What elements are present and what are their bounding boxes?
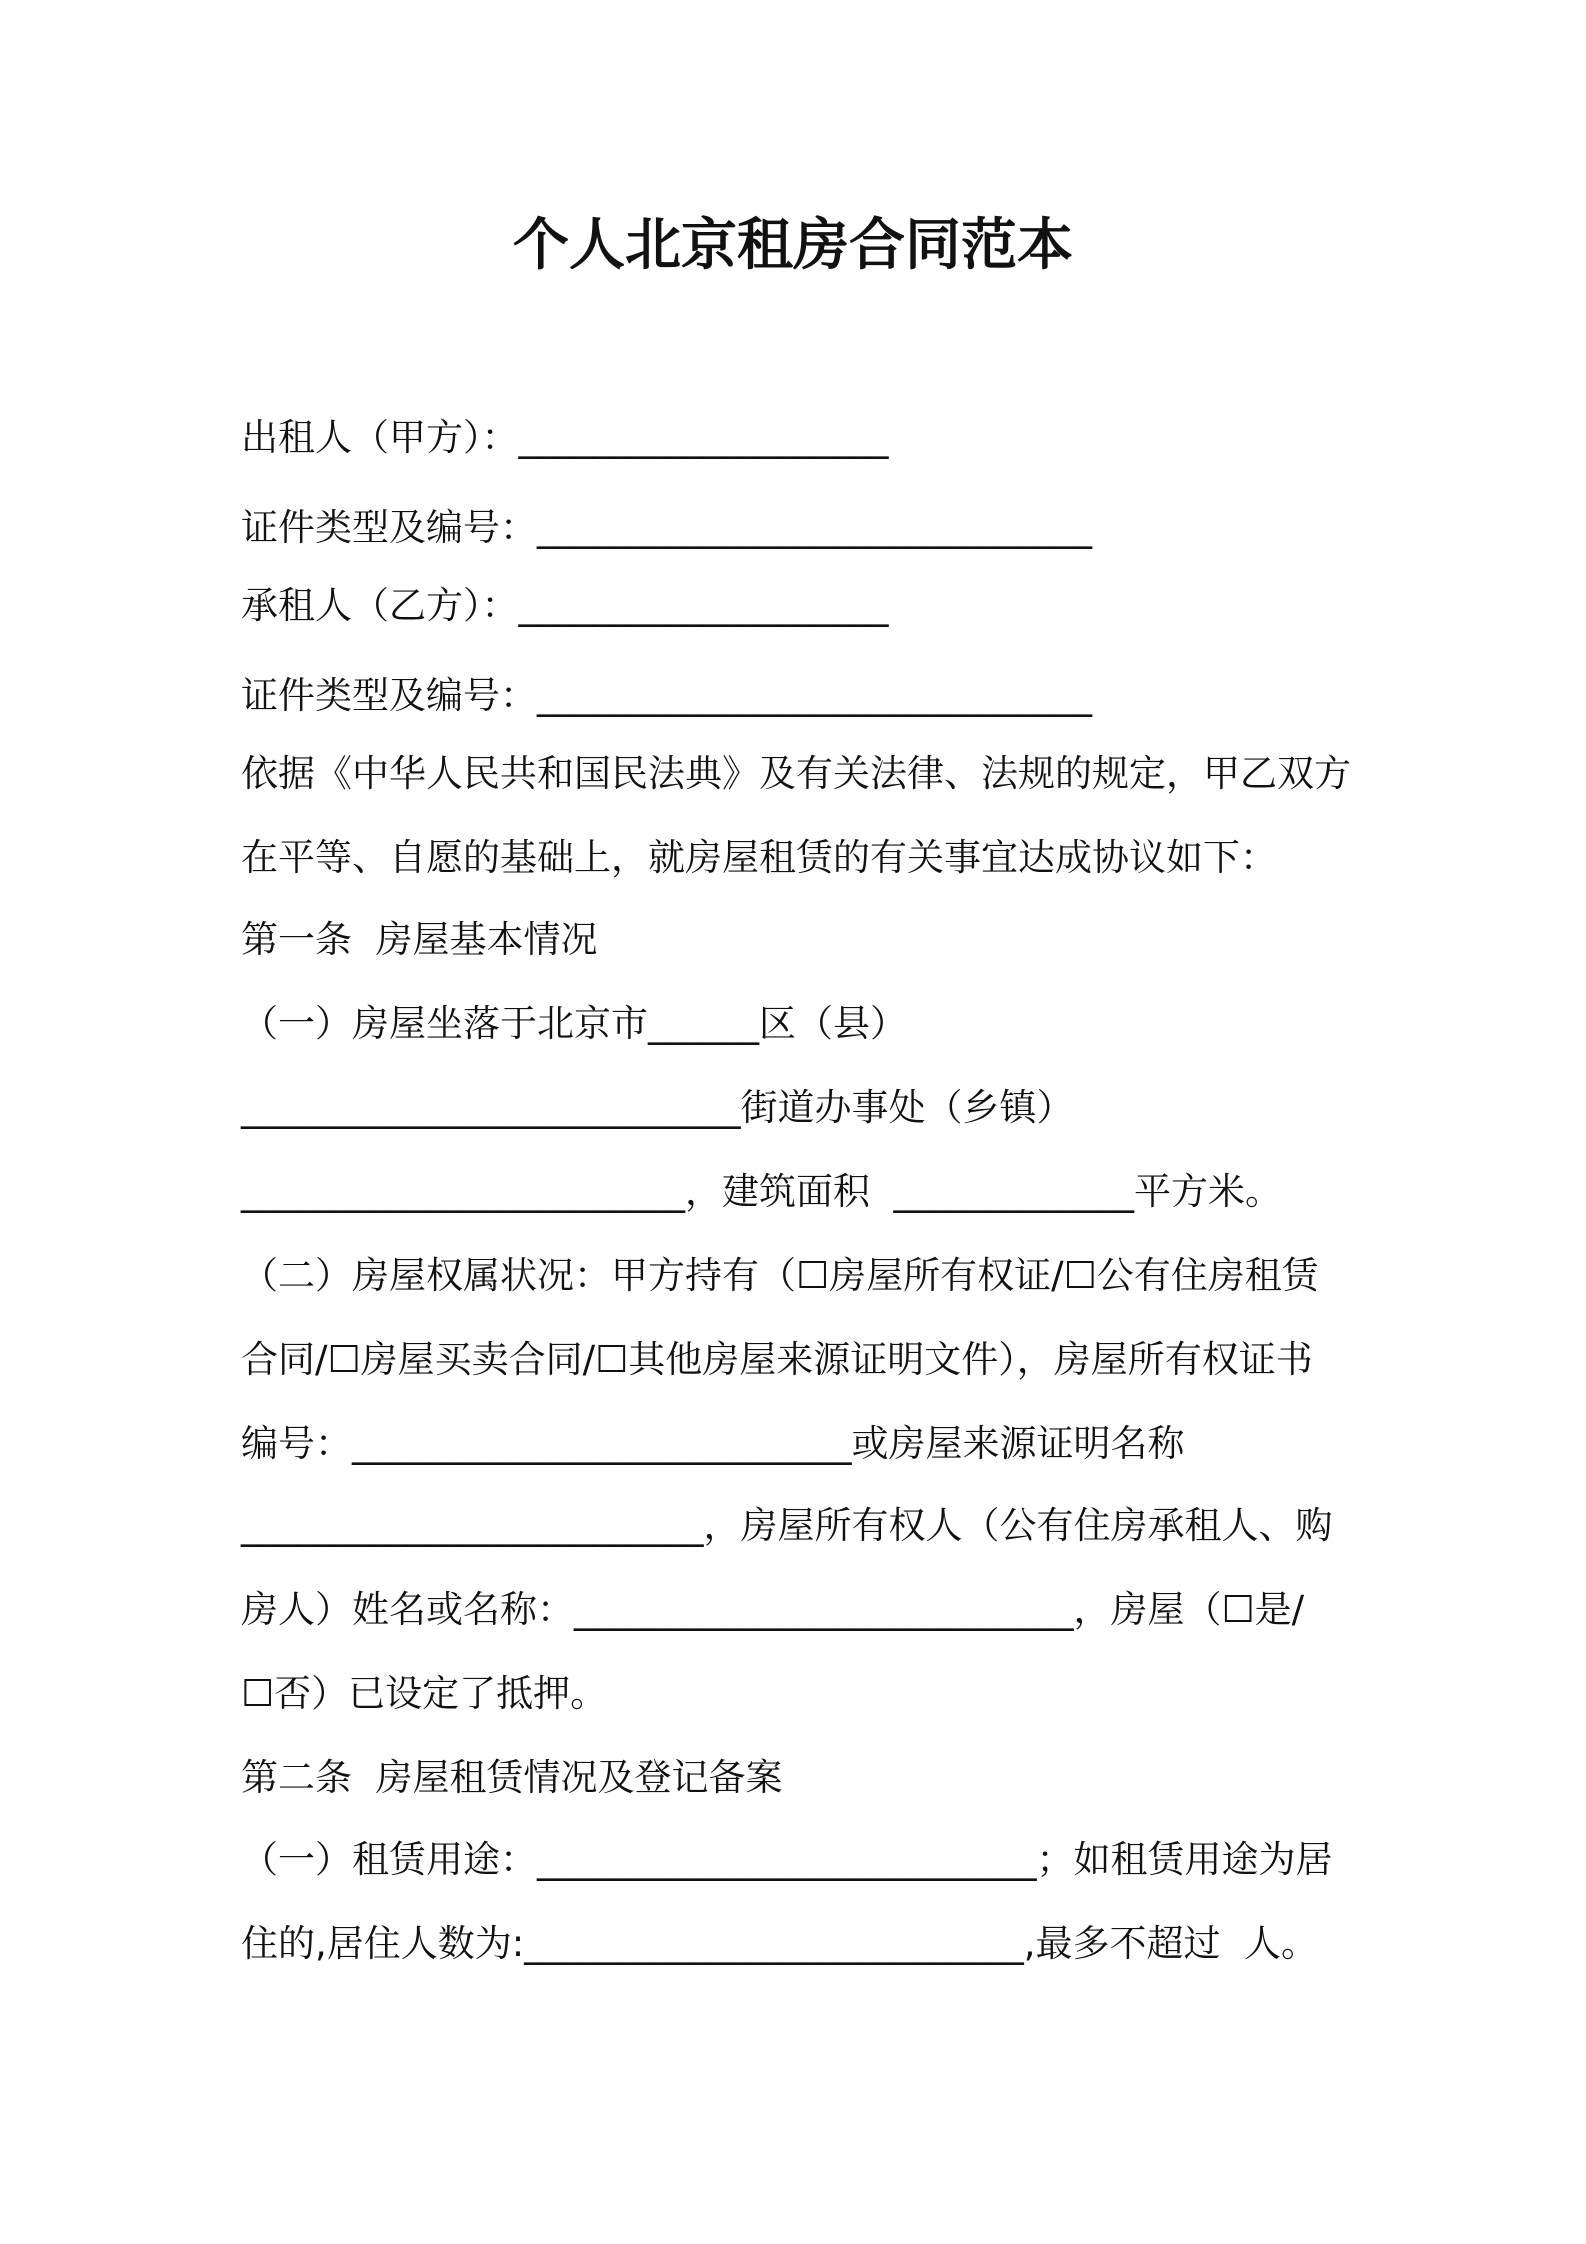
paragraph-line: 房人）姓名或名称：___________________________，房屋（☐是/ xyxy=(241,1588,1305,1631)
lessor-id-line: 证件类型及编号：______________________________ xyxy=(241,506,1092,549)
paragraph-line: 住的,居住人数为:___________________________,最多不超过 人。 xyxy=(241,1922,1319,1965)
article-2-heading: 第二条 房屋租赁情况及登记备案 xyxy=(241,1756,783,1799)
paragraph-line: ___________________________街道办事处（乡镇） xyxy=(241,1086,1074,1129)
paragraph-line: （一）房屋坐落于北京市______区（县） xyxy=(241,1002,907,1045)
paragraph-line: 编号：___________________________或房屋来源证明名称 xyxy=(241,1422,1185,1465)
article-1-heading: 第一条 房屋基本情况 xyxy=(241,918,598,961)
paragraph-line: ☐否）已设定了抵押。 xyxy=(241,1672,608,1715)
paragraph-line: 在平等、自愿的基础上，就房屋租赁的有关事宜达成协议如下： xyxy=(241,836,1277,879)
paragraph-line: _________________________，房屋所有权人（公有住房承租人、购 xyxy=(241,1504,1333,1547)
paragraph-line: （一）租赁用途：___________________________；如租赁用途为居 xyxy=(241,1838,1333,1881)
lessor-line: 出租人（甲方）：____________________ xyxy=(241,416,889,459)
paragraph-line: 依据《中华人民共和国民法典》及有关法律、法规的规定，甲乙双方 xyxy=(241,752,1351,795)
paragraph-line: 合同/☐房屋买卖合同/☐其他房屋来源证明文件），房屋所有权证书 xyxy=(241,1338,1313,1381)
paragraph-line: （二）房屋权属状况：甲方持有（☐房屋所有权证/☐公有住房租赁 xyxy=(241,1254,1319,1297)
document-title: 个人北京租房合同范本 xyxy=(513,213,1073,278)
lessee-id-line: 证件类型及编号：______________________________ xyxy=(241,674,1092,717)
paragraph-line: ________________________，建筑面积 _____________平方米。 xyxy=(241,1170,1283,1213)
lessee-line: 承租人（乙方）：____________________ xyxy=(241,584,889,627)
